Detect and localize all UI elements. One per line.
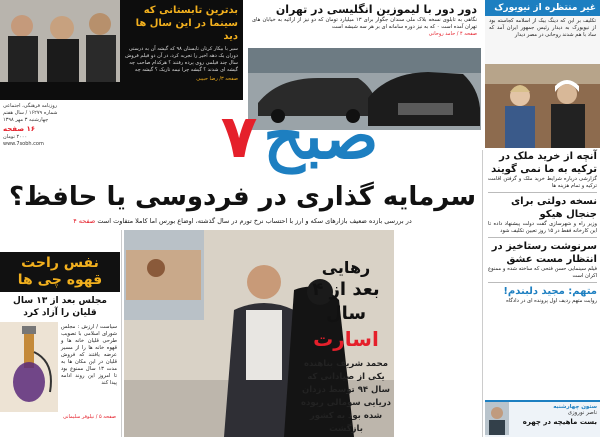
actors-photo-icon xyxy=(0,0,120,82)
masthead-sub-line-2: شماره ۱۶۲۷۹ / سال هفتم xyxy=(3,110,58,116)
left-col-tag: صفحه ۵ / نیلوفر سلیمانی xyxy=(62,414,116,420)
top-col1-headline[interactable]: بدترین تابستانی که سینما در این سال ها دید xyxy=(135,5,238,42)
right-item1-body: گزارشی درباره شرایط خرید ملک و گرفتن اقامت ترکیه و تمام هزینه ها xyxy=(488,176,597,189)
column-box-author: ناصر نوروزی xyxy=(567,410,597,416)
divider-right xyxy=(482,150,483,437)
masthead-sub-line-1: روزنامه فرهنگی، اجتماعی xyxy=(3,103,58,109)
right-item2-headline[interactable]: نسخه دولتی برای جنجال هیکو xyxy=(510,196,597,220)
masthead-web: www.7sobh.com xyxy=(3,141,44,147)
leaders-photo-icon xyxy=(485,64,600,148)
top-col3-body: تکلیف بر این که دینگ بیک از اسلامه کجاسته بود از نیویورک به دیدار رئیس جمهور ایران آمد که ساد با هم شدند روحانی در مصر دیدار xyxy=(489,18,596,38)
author-avatar xyxy=(485,402,509,435)
right-item1-headline[interactable]: آنچه از خرید ملک در ترکیه به ما نمی گویند xyxy=(491,151,597,175)
center-headline-1[interactable]: بعد از ۴ سال xyxy=(312,279,380,324)
hookah-photo-icon xyxy=(0,322,58,412)
right-item3-headline[interactable]: سرنوشت رستاخیز در انتظار مست عشق xyxy=(491,241,597,265)
masthead-number: ۷ xyxy=(220,102,258,172)
masthead-sub-line-3: چهارشنبه ۳ مهر ۱۳۹۸ xyxy=(3,117,49,123)
left-col xyxy=(0,252,120,437)
top-col1-tag: صفحه ۳/ رضا حبیبی xyxy=(196,76,238,82)
top-film-photo xyxy=(0,0,120,82)
column-box-title: بست ماهیچه در چهره xyxy=(522,418,597,426)
right-item2-body: وزیر راه و شهرسازی گفت دولت پیشنهاد داده تا این کارخانه فقط در ۱۵ روز تعیین تکلیف شود xyxy=(488,221,597,234)
main-subhead: در بررسی بازده ضعیف بازارهای سکه و ارز با احتساب نرخ تورم در سال گذشته، اوضاع بورس اما کاملا متفاوت است xyxy=(97,217,412,225)
masthead-logo[interactable] xyxy=(122,99,477,174)
masthead-subtitle xyxy=(0,100,120,175)
right-item4-headline[interactable]: متهم: مجید دلبندم! xyxy=(503,286,597,297)
top-col2-tag: صفحه ۴ / حامد روحانی xyxy=(428,31,477,37)
left-col-headline[interactable]: نفس راحت قهوه چی ها xyxy=(0,252,120,292)
right-item3-body: فیلم سینمایی حسن فتحی که ساخته شده و ممنوع اکران است xyxy=(488,266,597,279)
main-subhead-row xyxy=(0,216,485,226)
top-col2-headline[interactable]: دور دور با لیموزین انگلیسی در تهران xyxy=(275,3,477,16)
center-headline-2[interactable]: اسارت xyxy=(313,327,379,351)
top-col1-body: سیر با بیکار کرتان تابستان ۹۸ که گیشه آن به درستی دوران یک دهه اخیر را تجربه کرد، در آن دو فیلم فروش سال چند فیلمی روی پرده رفتند ؟ هرکدام صاحب چه گیشه ای شدند ؟ گیشه چرا نیمه تاریک ؟ گیشه چه xyxy=(125,46,238,73)
main-headline[interactable]: سرمایه گذاری در فردوسی یا حافظ؟ xyxy=(8,182,477,212)
center-story-text xyxy=(300,258,392,437)
divider-left xyxy=(121,230,122,437)
top-col2-body: نگاهی به تابلوی نسخه بلاک ملی سندان جگوار برای ۱۳ میلیارد تومان که دو نیز از ارائیه به خیابان های تهران آمده است ۰ که به نیز دوره سامانه ای بر هر سه شیشه است xyxy=(252,17,477,30)
center-body: محمد شریف بناهنده یکی از صیادانی که سال ۹۴ توسط دزدان دریایی سومالی ربوده شده بود به کشور بازگشت xyxy=(300,359,392,434)
left-col-subheadline[interactable]: مجلس بعد از ۱۳ سال قلیان را آزاد کرد xyxy=(13,296,107,318)
main-subhead-tag: صفحه ۴ xyxy=(73,217,96,225)
top-col3-kicker[interactable]: غیر منتظره از نیویورک xyxy=(485,0,600,16)
masthead-pages: ۱۶ صفحه xyxy=(3,125,36,133)
column-box-label: ستون چهارشنبه xyxy=(553,404,597,410)
left-col-body: سیاست / ارزش : مجلس شورای اسلامی با تصویب طرحی قلیان خانه ها و قهوه خانه ها را از مسیر عرضه یافتند که فروش قلیان در این مکان ها به مدت ۱۳ سال ممنوع بود تا امروز این روند ادامه پیدا کند xyxy=(61,324,117,386)
masthead-logo-text: صبح xyxy=(263,99,379,174)
top-col1 xyxy=(120,0,243,100)
right-item4-body: روایت متهم ردیف اول پرونده ای در دادگاه xyxy=(506,298,597,304)
top-col1-left-pad xyxy=(0,82,120,100)
top-col2-text xyxy=(248,0,481,48)
masthead-price: ۲۰۰۰ تومان xyxy=(3,134,28,140)
top-col3 xyxy=(485,0,600,148)
right-col xyxy=(485,150,600,437)
column-box[interactable] xyxy=(485,400,600,437)
center-kicker: رهایی xyxy=(321,258,371,277)
